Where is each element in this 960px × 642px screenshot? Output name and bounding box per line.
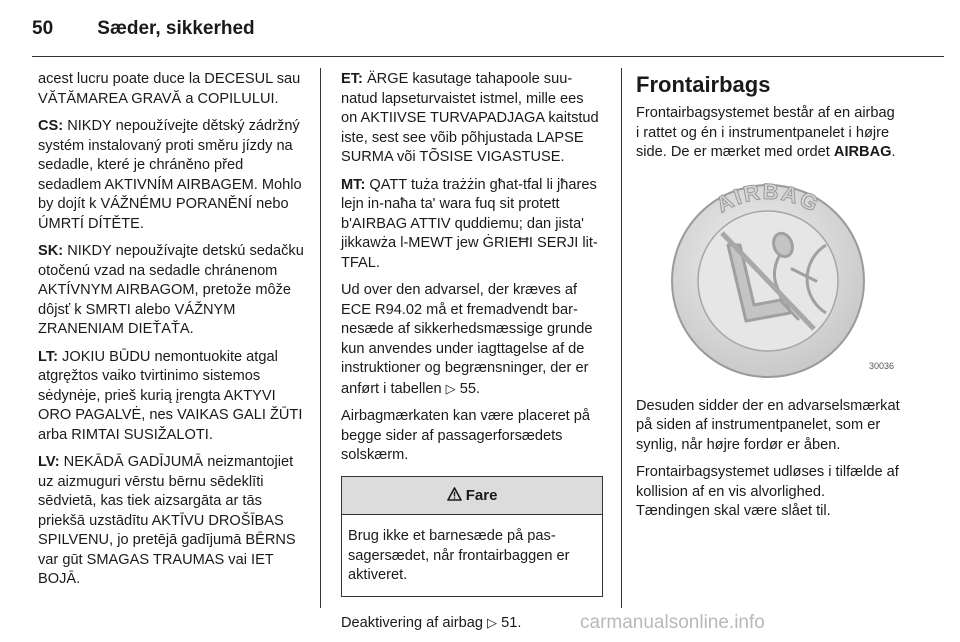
paragraph-ro: acest lucru poate duce la DECESUL sau VĂTĂMAREA GRAVĂ a COPILULUI. — [38, 71, 301, 107]
paragraph-ece — [341, 281, 603, 399]
page-title: Sæder, sikkerhed — [97, 18, 255, 39]
airbag-seal-icon — [636, 173, 898, 381]
warning-text-lv: NEKĀDĀ GADĪJUMĀ neizmantojiet uz aizmuguri vērstu bērnu sēdeklīti sēdvietā, kas tiek aizsargāta ar tās priekšā uzstādītu AKTĪVU DROŠĪBAS SPILVENU, jo pretējā gadījumā BĒRNS var gūt SMAGAS TRAUMAS vai IET BOJĀ. — [38, 454, 296, 587]
lang-label-lt: LT: — [38, 348, 58, 365]
warning-triangle-icon — [447, 487, 466, 504]
warning-text-et: ÄRGE kasutage tahapoole suunatud lapseturvaistet istmel, mille ees on AKTIIVSE TURVAPADJAGA kaitstud iste, sest see võib põhjustada LAPSE SURMA või TÕSISE VIGASTUSE. — [341, 71, 599, 165]
paragraph-activation: Frontairbagsystemet udløses i tilfælde af kollision af en vis alvorlighed. Tændingen skal være slået til. — [636, 464, 899, 519]
page-ref-link[interactable]: 55. — [459, 380, 481, 397]
paragraph-lv — [38, 453, 306, 590]
column-3 — [636, 70, 902, 530]
column-2 — [341, 70, 603, 641]
warning-box-text: Brug ikke et barnesæde på passagersædet, når frontairbaggen er aktiveret. — [348, 528, 570, 583]
lang-label-sk: SK: — [38, 243, 64, 259]
lang-label-mt: MT: — [341, 176, 366, 193]
lang-label-lv: LV: — [38, 454, 60, 470]
column-1 — [38, 70, 306, 598]
lang-label-et: ET: — [341, 71, 363, 87]
warning-box — [341, 476, 603, 597]
ece-text: Ud over den advarsel, der kræves af ECE R94.02 må et fremadvendt barnesæde af sikkerhedsmæssige grunde kun anvendes under iagttagelse af de instruktioner og begrænsninger, der er anført i tabellen — [341, 282, 593, 397]
intro-text: Frontairbagsystemet består af en airbag i rattet og én i instrumentpanelet i højre side. De er mærket med ordet — [636, 105, 895, 160]
column-divider-2 — [621, 68, 622, 608]
airbag-seal-label: AIRBAG — [711, 178, 825, 217]
warning-text-cs: NIKDY nepoužívejte dětský zádržný systém instalovaný proti směru jízdy na sedadle, které je chráněno před sedadlem AKTIVNÍM AIRBAGEM. Mohlo by dojít k VÁŽNÉMU PORANĚNÍ nebo ÚMRTÍ DÍTĚTE. — [38, 118, 302, 232]
paragraph-sticker-location: Desuden sidder der en advarselsmærkat på siden af instrumentpanelet, som er synlig, når højre fordør er åben. — [636, 397, 900, 453]
airbag-illustration — [636, 173, 898, 381]
warning-text-lt: JOKIU BŪDU nemontuokite atgal atgręžtos vaiko tvirtinimo sistemos sėdynėje, prieš kurią įrengta AKTYVI ORO PAGALVĖ, nes VAIKAS GALI ŽŪTI arba RIMTAI SUSIŽALOTI. — [38, 348, 303, 443]
paragraph-mt — [341, 176, 603, 274]
warning-box-header — [342, 477, 602, 516]
page-header — [32, 18, 255, 40]
watermark: carmanualsonline.info — [580, 612, 765, 633]
paragraph-sk — [38, 242, 306, 340]
page-ref-arrow-icon: ▷ — [445, 380, 456, 396]
deactivation-text: Deaktivering af airbag — [341, 614, 483, 631]
paragraph-frontairbag-intro — [636, 104, 902, 163]
lang-label-cs: CS: — [38, 118, 64, 134]
warning-text-sk: NIKDY nepoužívajte detskú sedačku otočenú vzad na sedadle chránenom AKTÍVNYM AIRBAGOM, pretože môže dôjsť k SMRTI alebo VÁŽNYM ZRANENIAM DIEŤAŤA. — [38, 243, 304, 337]
section-heading: Frontairbags — [636, 72, 771, 97]
airbag-word: AIRBAG — [833, 144, 892, 160]
paragraph-cs — [38, 117, 306, 234]
page-ref-arrow-icon: ▷ — [487, 614, 498, 630]
paragraph-lt — [38, 348, 306, 446]
column-divider-1 — [320, 68, 321, 608]
header-rule — [32, 56, 944, 57]
page-number: 50 — [32, 18, 54, 39]
figure-code: 30036 — [868, 361, 894, 371]
warning-title: Fare — [465, 486, 498, 504]
paragraph-sticker: Airbagmærkaten kan være placeret på begge sider af passagerforsædets solskærm. — [341, 408, 591, 463]
paragraph-et — [341, 70, 603, 168]
paragraph-deactivation — [341, 613, 603, 634]
warning-text-mt: QATT tuża trażżin għat-tfal li jħares lejn in-naħa ta' wara fuq sit protett b'AIRBAG ATTIV quddiemu; dan jista' jikkawża l-MEWT jew ĠRIEĦI SERJI lit-TFAL. — [341, 176, 598, 271]
page-ref-link[interactable]: 51. — [501, 614, 522, 631]
intro-end: . — [891, 144, 896, 160]
